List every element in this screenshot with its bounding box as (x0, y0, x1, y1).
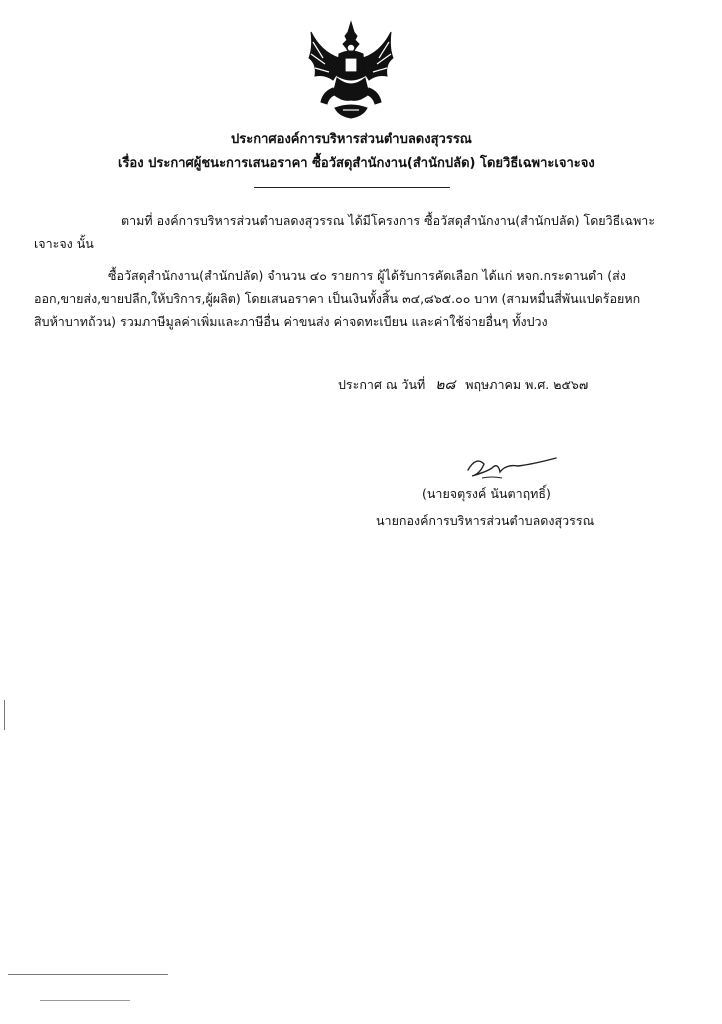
signer-name: (นายจตุรงค์ นันตาฤทธิ์) (422, 486, 551, 501)
para2-line1: ซื้อวัสดุสำนักงาน(สำนักปลัด) จำนวน ๔๐ รายการ ผู้ได้รับการคัดเลือก ได้แก่ หจก.กระดานดำ (ส่ง (108, 268, 626, 283)
subject-line: เรื่อง ประกาศผู้ชนะการเสนอราคา ซื้อวัสดุสำนักงาน(สำนักปลัด) โดยวิธีเฉพาะเจาะจง (118, 156, 595, 171)
announce-prefix: ประกาศ ณ วันที่ (338, 377, 426, 392)
para2-line2: ออก,ขายส่ง,ขายปลีก,ให้บริการ,ผู้ผลิต) โดยเสนอราคา เป็นเงินทั้งสิ้น ๓๔,๘๖๕.๐๐ บาท (สามหมื่นสี่พันแปดร้อยหก (34, 291, 641, 306)
announcement-date (338, 374, 588, 396)
scan-artifact-left-edge (4, 700, 5, 730)
announce-month-year: พฤษภาคม พ.ศ. ๒๕๖๗ (465, 377, 589, 392)
para1-line1: ตามที่ องค์การบริหารส่วนตำบลดงสุวรรณ ได้มีโครงการ ซื้อวัสดุสำนักงาน(สำนักปลัด) โดยวิธีเฉพาะ (121, 213, 656, 228)
garuda-emblem (303, 18, 399, 122)
para2-line3: สิบห้าบาทถ้วน) รวมภาษีมูลค่าเพิ่มและภาษีอื่น ค่าขนส่ง ค่าจดทะเบียน และค่าใช้จ่ายอื่นๆ ทั้งปวง (34, 314, 548, 329)
title-divider (254, 187, 450, 188)
para1-line2: เจาะจง นั้น (34, 236, 94, 251)
announce-day: ๒๘ (435, 377, 456, 393)
scan-artifact-bottom-line-2 (40, 1000, 130, 1001)
org-title: ประกาศองค์การบริหารส่วนตำบลดงสุวรรณ (231, 132, 472, 147)
scan-artifact-bottom-line (8, 974, 168, 975)
signer-position: นายกองค์การบริหารส่วนตำบลดงสุวรรณ (376, 513, 595, 528)
